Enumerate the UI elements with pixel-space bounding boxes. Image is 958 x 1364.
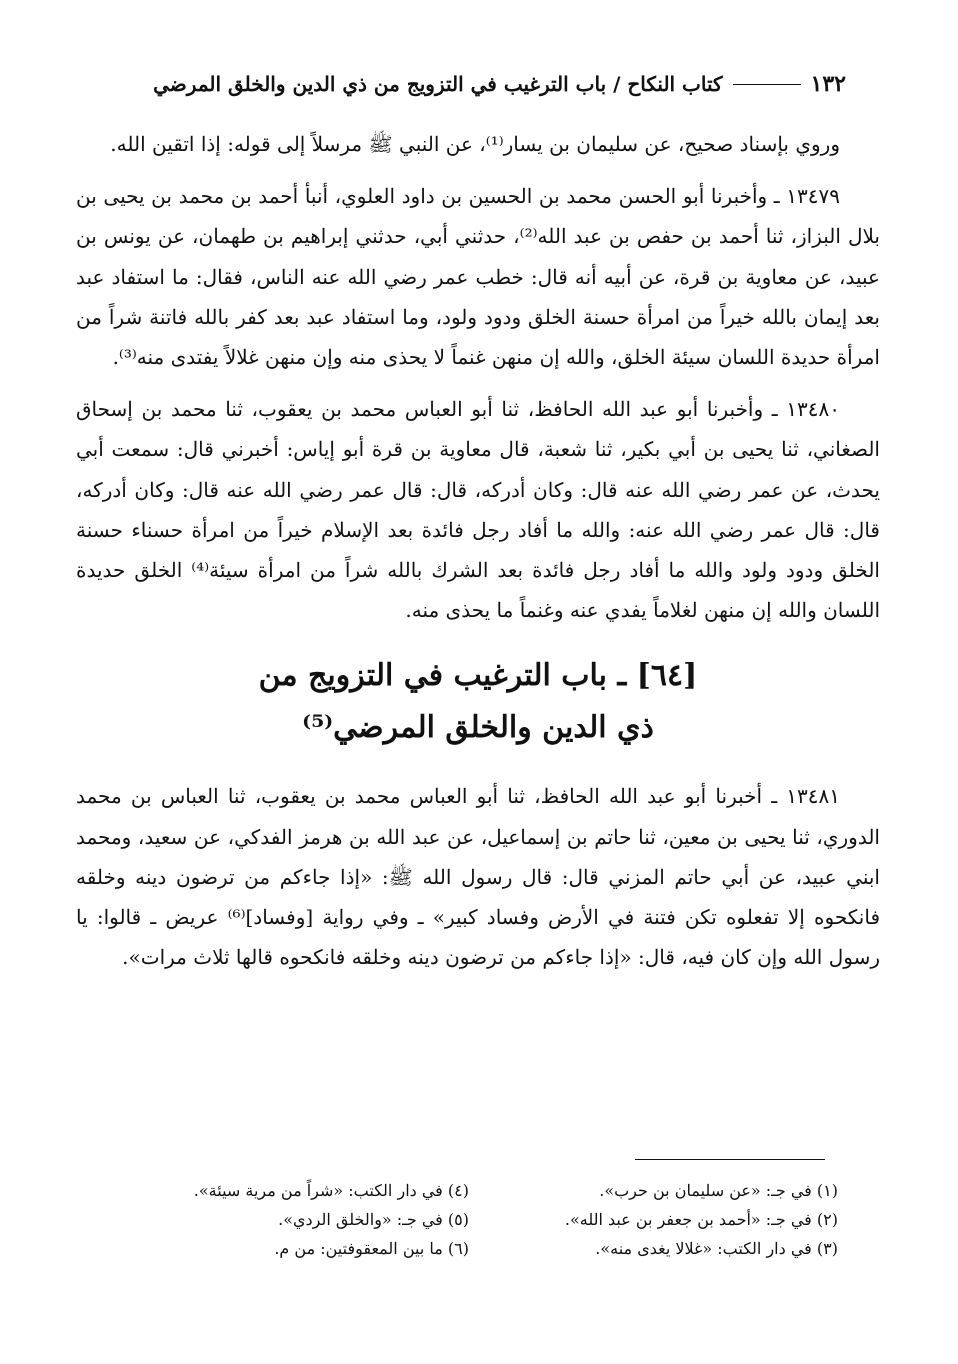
paragraph: ١٣٤٨١ ـ أخبرنا أبو عبد الله الحافظ، ثنا أبو العباس محمد بن يعقوب، ثنا العباس بن محمد الدوري، ثنا يحيى بن معين، ثنا حاتم بن إسماعيل، عن عبد الله بن هرمز الفدكي، عن سعيد، ومحمد ابني عبيد، عن أبي حاتم المزني قال: قال رسول الله ﷺ: «إذا جاءكم من ترضون دينه وخلقه فانكحوه إلا تفعلوه تكن فتنة في الأرض وفساد كبير» ـ وفي رواية [وفساد]⁽⁶⁾ عريض ـ قالوا: يا رسول الله وإن كان فيه، قال: «إذا جاءكم من ترضون دينه وخلقه فانكحوه قالها ثلاث مرات». [76, 784, 880, 970]
footnotes [100, 1176, 838, 1263]
footnotes-left-column [100, 1176, 469, 1263]
paragraph: وروي بإسناد صحيح، عن سليمان بن يسار⁽¹⁾، عن النبي ﷺ مرسلاً إلى قوله: إذا اتقين الله. [110, 132, 840, 156]
page-number: ١٣٢ [810, 71, 846, 97]
paragraph: ١٣٤٨٠ ـ وأخبرنا أبو عبد الله الحافظ، ثنا أبو العباس محمد بن يعقوب، ثنا محمد بن إسحاق الصغاني، ثنا يحيى بن أبي بكير، ثنا شعبة، قال معاوية بن قرة أبو إياس: أخبرني قال: سمعت أبي يحدث، عن عمر رضي الله عنه قال: وكان أدركه، قال: قال عمر رضي الله عنه قال: وكان أدركه، قال: قال عمر رضي الله عنه: والله ما أفاد رجل فائدة بعد الإسلام خيراً من امرأة حسناء حسنة الخلق ودود ولود والله ما أفاد رجل فائدة بعد الشرك بالله شراً من امرأة سيئة⁽⁴⁾ الخلق حديدة اللسان والله إن منهن لغلاماً يفدي عنه وغنماً ما يحذى منه. [76, 397, 880, 623]
section-heading-line: [٦٤] ـ باب الترغيب في التزويج من [258, 658, 698, 694]
paragraph: ١٣٤٧٩ ـ وأخبرنا أبو الحسن محمد بن الحسين بن داود العلوي، أنبأ أحمد بن محمد بن يحيى بن بلال البزاز، ثنا أحمد بن حفص بن عبد الله⁽²⁾، حدثني أبي، حدثني إبراهيم بن طهمان، عن يونس بن عبيد، عن معاوية بن قرة، عن أبيه أنه قال: خطب عمر رضي الله عنه الناس، فقال: ما استفاد عبد بعد إيمان بالله خيراً من امرأة حسنة الخلق ودود ولود، وما استفاد عبد بعد كفر بالله فاتنة شراً من امرأة حديدة اللسان سيئة الخلق، والله إن منهن غنماً لا يحذى منه وإن منهن غلالاً يفتدى منه⁽³⁾. [76, 184, 881, 370]
footnote: (٣) في دار الكتب: «غلالا يغدى منه». [595, 1239, 838, 1258]
footnote: (٥) في جـ: «والخلق الردي». [278, 1210, 469, 1229]
running-header [78, 66, 846, 102]
footnote: (٤) في دار الكتب: «شراً من مرية سيئة». [193, 1181, 469, 1200]
footnote: (٦) ما بين المعقوفتين: من م. [274, 1239, 469, 1258]
footnotes-right-column [469, 1176, 838, 1263]
footnote-separator [635, 1159, 825, 1160]
header-title: كتاب النكاح / باب الترغيب في التزويج من ذي الدين والخلق المرضي [153, 72, 723, 96]
footnote: (١) في جـ: «عن سليمان بن حرب». [599, 1181, 838, 1200]
footnote: (٢) في جـ: «أحمد بن جعفر بن عبد الله». [564, 1210, 838, 1229]
section-heading-line: ذي الدين والخلق المرضي⁽⁵⁾ [302, 710, 654, 746]
main-text [76, 124, 880, 977]
header-rule [733, 84, 801, 85]
section-heading [76, 650, 880, 754]
